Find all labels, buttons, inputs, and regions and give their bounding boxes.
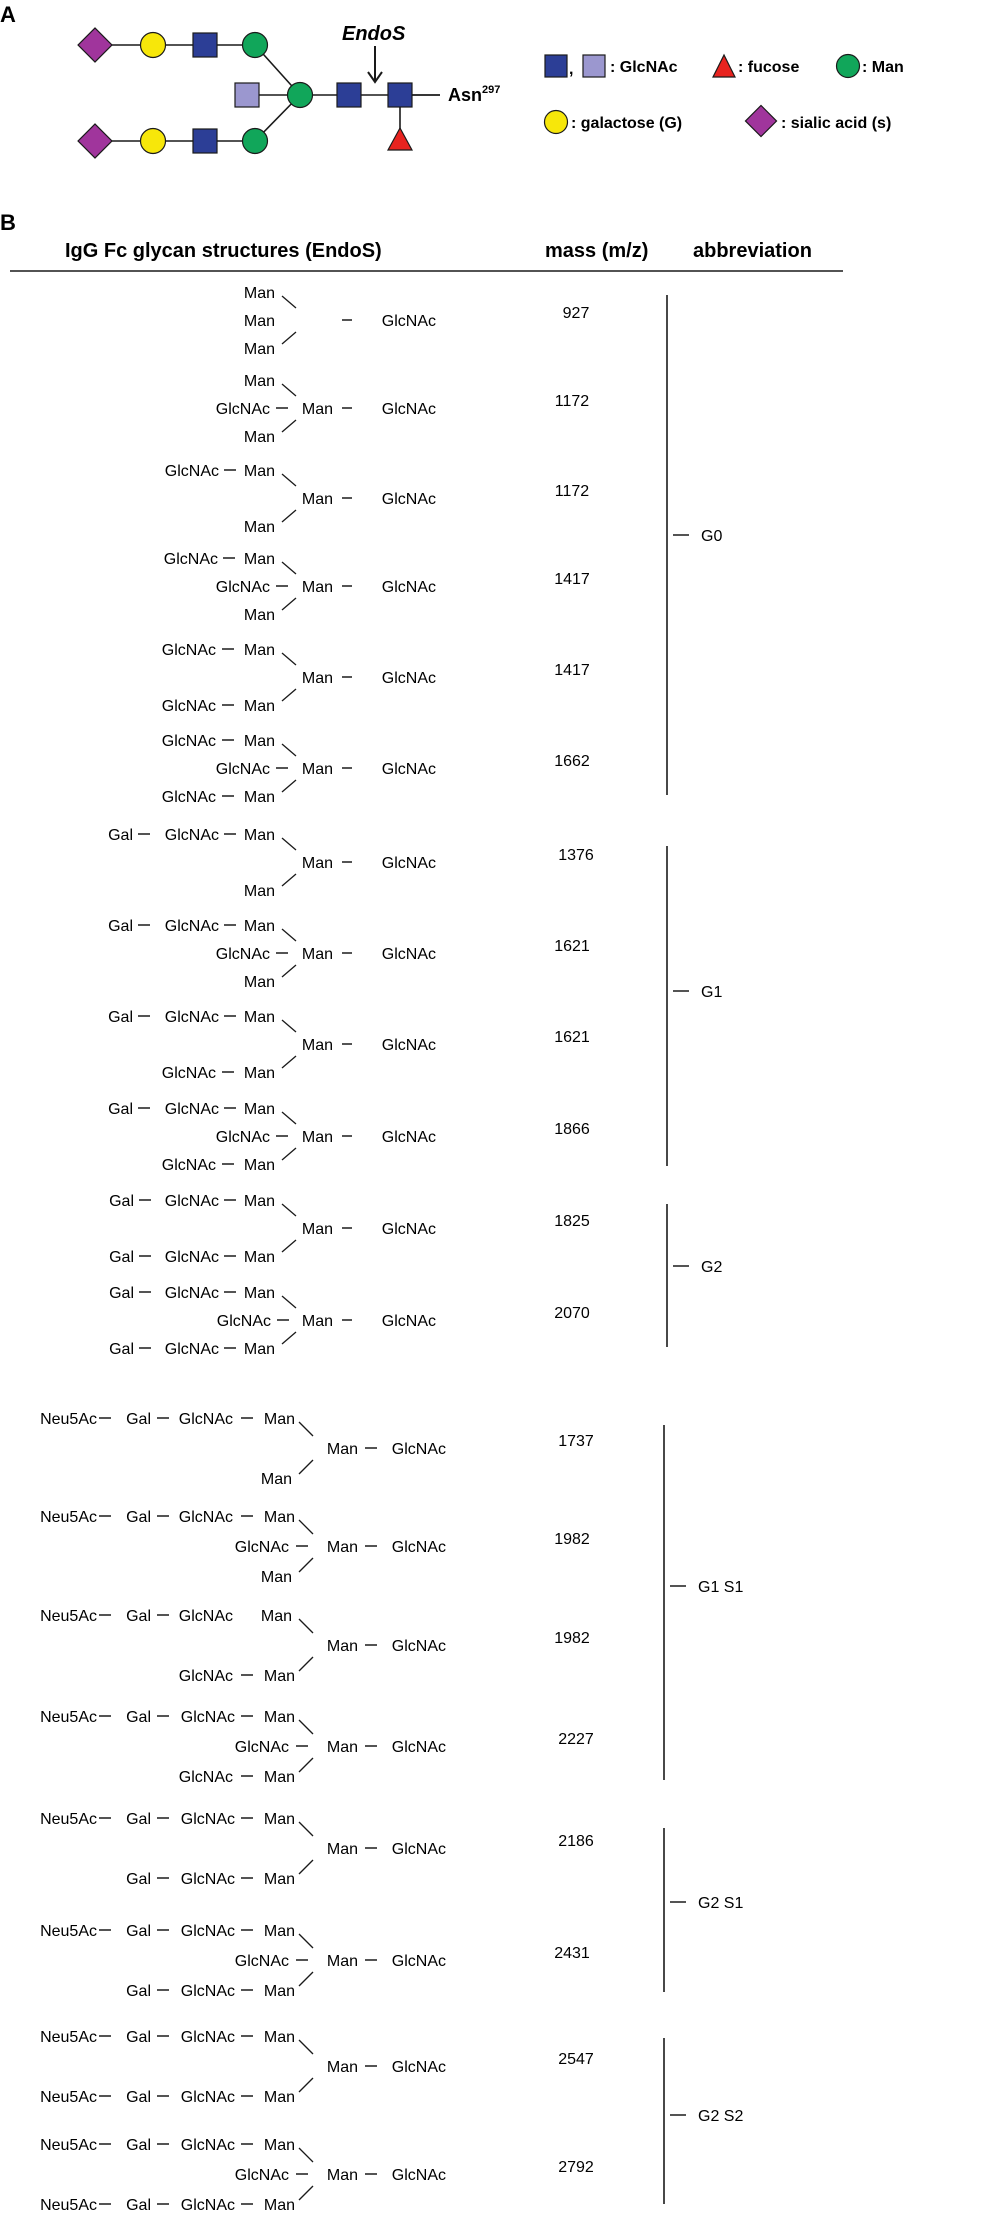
- glycan-structure: [40, 1923, 446, 2000]
- branch-line: [299, 1758, 313, 1772]
- residue-label: GlcNAc: [178, 1509, 233, 1526]
- residue-label: GlcNAc: [180, 1871, 235, 1888]
- residue-label: Man: [243, 883, 275, 900]
- mannose-circle: [243, 33, 268, 58]
- mass-value: 1621: [554, 1029, 590, 1046]
- residue-label: Neu5Ac: [40, 1811, 97, 1828]
- residue-label: Man: [263, 2137, 295, 2154]
- residue-label: GlcNAc: [381, 855, 436, 872]
- branch-line: [299, 1934, 313, 1948]
- residue-label: GlcNAc: [180, 1709, 235, 1726]
- residue-label: GlcNAc: [161, 789, 216, 806]
- branch-line: [299, 1558, 313, 1572]
- residue-label: GlcNAc: [161, 1157, 216, 1174]
- branch-line: [299, 1657, 313, 1671]
- glycan-structure: [164, 551, 436, 624]
- residue-label: Man: [263, 2197, 295, 2214]
- branch-line: [299, 1619, 313, 1633]
- branch-line: [299, 2078, 313, 2092]
- residue-label: Gal: [108, 1009, 133, 1026]
- residue-label: Gal: [126, 2089, 151, 2106]
- residue-label: Man: [263, 1769, 295, 1786]
- residue-label: Man: [243, 1341, 275, 1358]
- residue-label: Man: [243, 1101, 275, 1118]
- branch-line: [299, 1860, 313, 1874]
- group-abbreviation: G1: [701, 984, 723, 1001]
- branch-line: [282, 510, 296, 522]
- branch-line: [282, 874, 296, 886]
- residue-label: GlcNAc: [164, 918, 219, 935]
- residue-label: Gal: [109, 1285, 134, 1302]
- residue-label: GlcNAc: [234, 1739, 289, 1756]
- residue-label: Man: [243, 1065, 275, 1082]
- endos-label: EndoS: [342, 23, 406, 45]
- residue-label: Man: [243, 827, 275, 844]
- residue-label: Man: [243, 1009, 275, 1026]
- residue-label: Man: [326, 1441, 358, 1458]
- residue-label: Man: [301, 401, 333, 418]
- branch-line: [282, 332, 296, 344]
- legend-fucose-label: : fucose: [738, 59, 800, 76]
- sialic-acid-diamond: [78, 124, 112, 158]
- residue-label: Gal: [126, 1709, 151, 1726]
- mass-column: [554, 305, 594, 2176]
- group-abbreviation: G2 S2: [698, 2108, 744, 2125]
- branch-line: [299, 1460, 313, 1474]
- residue-label: GlcNAc: [178, 1608, 233, 1625]
- residue-label: Man: [260, 1569, 292, 1586]
- mass-value: 1737: [558, 1433, 594, 1450]
- mass-value: 1866: [554, 1121, 590, 1138]
- residue-label: Man: [243, 1157, 275, 1174]
- residue-label: Gal: [108, 827, 133, 844]
- residue-label: GlcNAc: [391, 1953, 446, 1970]
- glycan-structure: [40, 1709, 446, 1786]
- mass-header: mass (m/z): [545, 240, 649, 262]
- residue-label: Man: [243, 373, 275, 390]
- branch-line: [282, 653, 296, 665]
- glycan-structure: [40, 1608, 446, 1685]
- legend-galactose-label: : galactose (G): [571, 115, 683, 132]
- branch-line: [282, 780, 296, 792]
- residue-label: GlcNAc: [215, 1129, 270, 1146]
- residue-label: GlcNAc: [178, 1668, 233, 1685]
- residue-label: GlcNAc: [391, 1739, 446, 1756]
- residue-label: Man: [243, 789, 275, 806]
- branch-line: [299, 1822, 313, 1836]
- residue-label: GlcNAc: [215, 401, 270, 418]
- mass-value: 1172: [554, 483, 590, 500]
- mass-value: 2070: [554, 1305, 590, 1322]
- glycan-structure: [40, 1509, 446, 1586]
- bisecting-glcnac-square: [235, 83, 259, 107]
- branch-line: [282, 965, 296, 977]
- residue-label: Man: [243, 1285, 275, 1302]
- fucose-legend-triangle: [713, 55, 735, 77]
- branch-line: [299, 2040, 313, 2054]
- asn-label: Asn$^{297}$: [448, 84, 501, 105]
- residue-label: Neu5Ac: [40, 1923, 97, 1940]
- residue-label: Man: [263, 1983, 295, 2000]
- residue-label: Man: [326, 1739, 358, 1756]
- residue-label: Man: [243, 313, 275, 330]
- group-abbreviation: G1 S1: [698, 1579, 744, 1596]
- residue-label: Man: [301, 491, 333, 508]
- group-abbreviation: G2: [701, 1259, 723, 1276]
- residue-label: Neu5Ac: [40, 2137, 97, 2154]
- glycan-structure: [40, 1811, 446, 1888]
- residue-label: GlcNAc: [164, 1101, 219, 1118]
- residue-label: Man: [326, 2059, 358, 2076]
- sialic-legend-diamond: [745, 105, 776, 136]
- residue-label: Man: [263, 1871, 295, 1888]
- branch-line: [299, 1972, 313, 1986]
- branch-line: [282, 1056, 296, 1068]
- residue-label: Man: [243, 285, 275, 302]
- branch-line: [282, 562, 296, 574]
- residue-label: GlcNAc: [391, 1539, 446, 1556]
- panel-b-label: B: [0, 210, 16, 235]
- branch-line: [299, 1720, 313, 1734]
- glycan-structure: [108, 1101, 436, 1174]
- residue-label: Man: [301, 670, 333, 687]
- core-glcnac-square: [388, 83, 412, 107]
- residue-label: Man: [301, 761, 333, 778]
- residue-label: GlcNAc: [163, 551, 218, 568]
- branch-line: [282, 689, 296, 701]
- residue-label: GlcNAc: [180, 1811, 235, 1828]
- residue-label: Man: [243, 1249, 275, 1266]
- abbreviation-header: abbreviation: [693, 240, 812, 262]
- residue-label: Man: [243, 463, 275, 480]
- glycan-structure: [162, 733, 436, 806]
- fucose-triangle: [388, 128, 412, 150]
- residue-label: Man: [243, 642, 275, 659]
- residue-label: Gal: [126, 1871, 151, 1888]
- residue-label: Neu5Ac: [40, 1509, 97, 1526]
- branch-line: [282, 1112, 296, 1124]
- glycan-structure: [108, 827, 436, 900]
- residue-label: GlcNAc: [215, 761, 270, 778]
- man-legend-circle: [837, 55, 860, 78]
- residue-label: Man: [301, 946, 333, 963]
- residue-label: Gal: [126, 2197, 151, 2214]
- residue-label: Gal: [109, 1249, 134, 1266]
- residue-label: Man: [263, 2089, 295, 2106]
- residue-label: Man: [243, 698, 275, 715]
- residue-label: Gal: [126, 1411, 151, 1428]
- mass-value: 1376: [558, 847, 594, 864]
- residue-label: GlcNAc: [381, 1129, 436, 1146]
- structures-header: IgG Fc glycan structures (EndoS): [65, 240, 382, 262]
- mass-value: 2792: [558, 2159, 594, 2176]
- residue-label: GlcNAc: [180, 2137, 235, 2154]
- mass-value: 1982: [554, 1531, 590, 1548]
- residue-label: GlcNAc: [164, 1193, 219, 1210]
- mannose-circle: [243, 129, 268, 154]
- residue-label: GlcNAc: [381, 670, 436, 687]
- core-mannose-circle: [288, 83, 313, 108]
- residue-label: Neu5Ac: [40, 1608, 97, 1625]
- branch-line: [299, 1422, 313, 1436]
- residue-label: GlcNAc: [161, 733, 216, 750]
- branch-line: [282, 598, 296, 610]
- residue-label: GlcNAc: [381, 1037, 436, 1054]
- residue-label: Gal: [126, 2029, 151, 2046]
- residue-label: GlcNAc: [164, 463, 219, 480]
- branch-line: [282, 744, 296, 756]
- residue-label: Gal: [109, 1341, 134, 1358]
- residue-label: GlcNAc: [381, 313, 436, 330]
- residue-label: Man: [301, 1037, 333, 1054]
- residue-label: GlcNAc: [180, 1923, 235, 1940]
- glcnac-square: [193, 33, 217, 57]
- residue-label: Man: [326, 1638, 358, 1655]
- residue-label: GlcNAc: [234, 1539, 289, 1556]
- branch-line: [282, 838, 296, 850]
- residue-label: Man: [301, 579, 333, 596]
- residue-label: GlcNAc: [391, 2059, 446, 2076]
- residue-label: GlcNAc: [381, 761, 436, 778]
- residue-label: GlcNAc: [391, 1638, 446, 1655]
- residue-label: GlcNAc: [164, 1009, 219, 1026]
- residue-label: Gal: [126, 1608, 151, 1625]
- glycan-structure: [40, 1411, 446, 1488]
- residue-label: Man: [301, 1221, 333, 1238]
- branch-line: [299, 1520, 313, 1534]
- residue-label: GlcNAc: [234, 1953, 289, 1970]
- residue-label: GlcNAc: [215, 946, 270, 963]
- residue-label: Gal: [108, 918, 133, 935]
- glycan-structure: [216, 373, 436, 446]
- residue-label: Gal: [126, 1983, 151, 2000]
- residue-label: GlcNAc: [161, 642, 216, 659]
- branch-line: [299, 2186, 313, 2200]
- glycan-structure: [108, 918, 436, 991]
- residue-label: Man: [263, 1668, 295, 1685]
- residue-label: Man: [243, 918, 275, 935]
- legend-comma: ,: [569, 61, 574, 78]
- residue-label: Man: [260, 1608, 292, 1625]
- residue-label: Neu5Ac: [40, 2089, 97, 2106]
- residue-label: Man: [263, 1509, 295, 1526]
- residue-label: GlcNAc: [381, 1221, 436, 1238]
- branch-line: [282, 1296, 296, 1308]
- mass-value: 2186: [558, 1833, 594, 1850]
- residue-label: Man: [243, 1193, 275, 1210]
- residue-label: GlcNAc: [164, 1249, 219, 1266]
- residue-label: GlcNAc: [161, 1065, 216, 1082]
- residue-label: Man: [263, 1709, 295, 1726]
- residue-label: Gal: [126, 1509, 151, 1526]
- glycan-structure: [40, 2137, 446, 2214]
- abbreviation-brackets: [664, 295, 743, 2204]
- residue-label: Man: [243, 551, 275, 568]
- branch-line: [282, 1240, 296, 1252]
- residue-label: Man: [301, 855, 333, 872]
- residue-label: Man: [326, 1539, 358, 1556]
- mass-value: 1417: [554, 662, 590, 679]
- residue-label: GlcNAc: [234, 2167, 289, 2184]
- residue-label: Man: [326, 1841, 358, 1858]
- residue-label: GlcNAc: [381, 946, 436, 963]
- branch-line: [282, 420, 296, 432]
- mass-value: 927: [562, 305, 590, 322]
- residue-label: GlcNAc: [381, 579, 436, 596]
- branch-line: [282, 1204, 296, 1216]
- residue-label: Man: [243, 519, 275, 536]
- glcnac-light-legend-square: [583, 55, 605, 77]
- glycan-structures: [40, 285, 446, 2214]
- residue-label: Gal: [126, 2137, 151, 2154]
- mass-value: 1172: [554, 393, 590, 410]
- mass-value: 1621: [554, 938, 590, 955]
- glycan-structure: [162, 642, 436, 715]
- group-abbreviation: G0: [701, 528, 723, 545]
- branch-line: [282, 296, 296, 308]
- residue-label: Man: [263, 1811, 295, 1828]
- residue-label: GlcNAc: [178, 1769, 233, 1786]
- residue-label: Man: [243, 341, 275, 358]
- residue-label: Neu5Ac: [40, 1709, 97, 1726]
- galactose-legend-circle: [545, 111, 568, 134]
- residue-label: GlcNAc: [215, 579, 270, 596]
- residue-label: Neu5Ac: [40, 2197, 97, 2214]
- glycan-structure: [109, 1285, 436, 1358]
- mass-value: 1417: [554, 571, 590, 588]
- residue-label: GlcNAc: [164, 827, 219, 844]
- branch-line: [282, 1020, 296, 1032]
- group-abbreviation: G2 S1: [698, 1895, 744, 1912]
- legend-sialic-label: : sialic acid (s): [781, 115, 892, 132]
- residue-label: GlcNAc: [391, 1841, 446, 1858]
- residue-label: Man: [263, 1411, 295, 1428]
- residue-label: Man: [243, 607, 275, 624]
- residue-label: GlcNAc: [164, 1341, 219, 1358]
- residue-label: Gal: [108, 1101, 133, 1118]
- residue-label: Man: [243, 733, 275, 750]
- mass-value: 2431: [554, 1945, 590, 1962]
- glcnac-legend-square: [545, 55, 567, 77]
- glycan-structure: [40, 2029, 446, 2106]
- residue-label: Man: [263, 1923, 295, 1940]
- residue-label: Gal: [126, 1923, 151, 1940]
- legend-man-label: : Man: [862, 59, 904, 76]
- residue-label: GlcNAc: [180, 1983, 235, 2000]
- residue-label: GlcNAc: [180, 2029, 235, 2046]
- sialic-acid-diamond: [78, 28, 112, 62]
- residue-label: Neu5Ac: [40, 2029, 97, 2046]
- branch-line: [282, 1148, 296, 1160]
- residue-label: Man: [326, 2167, 358, 2184]
- residue-label: Neu5Ac: [40, 1411, 97, 1428]
- residue-label: Man: [263, 2029, 295, 2046]
- mass-value: 1982: [554, 1630, 590, 1647]
- glycan-structure: [244, 285, 436, 358]
- branch-line: [282, 1332, 296, 1344]
- residue-label: GlcNAc: [381, 491, 436, 508]
- residue-label: Man: [301, 1129, 333, 1146]
- residue-label: Man: [326, 1953, 358, 1970]
- legend-glcnac-label: : GlcNAc: [610, 59, 678, 76]
- residue-label: Man: [243, 429, 275, 446]
- mass-value: 2227: [558, 1731, 594, 1748]
- galactose-circle: [141, 129, 166, 154]
- glcnac-square: [193, 129, 217, 153]
- mass-value: 1662: [554, 753, 590, 770]
- residue-label: Man: [243, 974, 275, 991]
- glycan-structure: [165, 463, 436, 536]
- residue-label: GlcNAc: [381, 1313, 436, 1330]
- residue-label: Gal: [109, 1193, 134, 1210]
- residue-label: GlcNAc: [178, 1411, 233, 1428]
- residue-label: GlcNAc: [180, 2197, 235, 2214]
- residue-label: Man: [301, 1313, 333, 1330]
- branch-line: [282, 929, 296, 941]
- glycan-structure: [109, 1193, 436, 1266]
- core-glcnac-square: [337, 83, 361, 107]
- residue-label: GlcNAc: [216, 1313, 271, 1330]
- mass-value: 1825: [554, 1213, 590, 1230]
- panel-a-label: A: [0, 2, 16, 27]
- residue-label: Man: [260, 1471, 292, 1488]
- legend: [545, 55, 904, 137]
- branch-line: [282, 474, 296, 486]
- residue-label: GlcNAc: [161, 698, 216, 715]
- branch-line: [282, 384, 296, 396]
- residue-label: GlcNAc: [381, 401, 436, 418]
- residue-label: Gal: [126, 1811, 151, 1828]
- residue-label: GlcNAc: [391, 2167, 446, 2184]
- mass-value: 2547: [558, 2051, 594, 2068]
- branch-line: [299, 2148, 313, 2162]
- residue-label: GlcNAc: [180, 2089, 235, 2106]
- glycan-structure: [108, 1009, 436, 1082]
- galactose-circle: [141, 33, 166, 58]
- residue-label: GlcNAc: [164, 1285, 219, 1302]
- residue-label: GlcNAc: [391, 1441, 446, 1458]
